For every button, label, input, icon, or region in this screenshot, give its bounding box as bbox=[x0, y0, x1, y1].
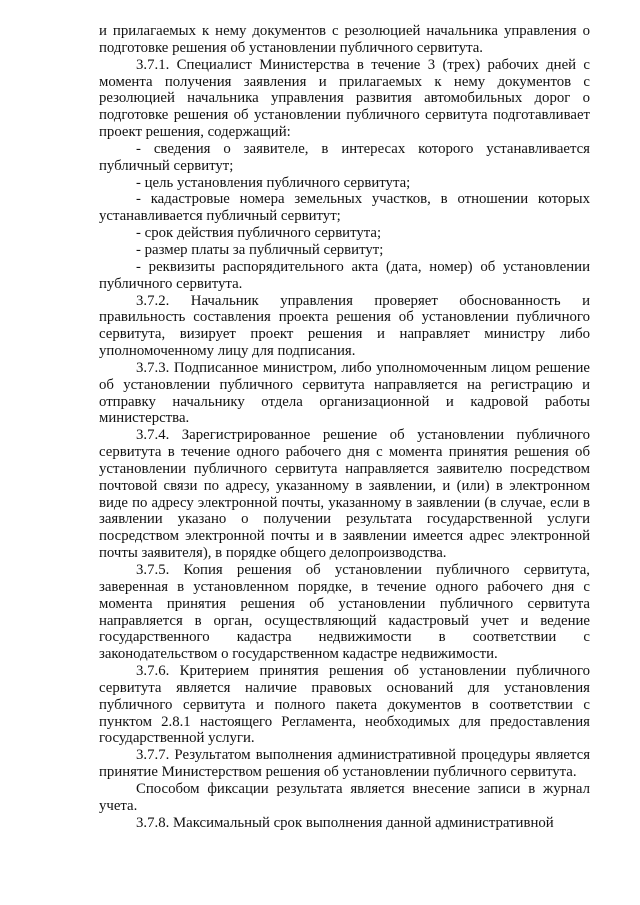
list-item-act-details: - реквизиты распорядительного акта (дата, номер) об установлении публичного сервитута. bbox=[99, 258, 590, 292]
paragraph-3-7-6: 3.7.6. Критерием принятия решения об установлении публичного сервитута является наличие правовых оснований для установления публичного сервитута и полного пакета документов в соответствии с пунктом 2.8.1 настоящего Регламента, необходимых для предоставления государственной услуги. bbox=[99, 663, 590, 747]
paragraph-fixation-method: Способом фиксации результата является внесение записи в журнал учета. bbox=[99, 780, 590, 814]
paragraph-3-7-3: 3.7.3. Подписанное министром, либо уполномоченным лицом решение об установлении публичного сервитута направляется на регистрацию и отправку начальнику отдела организационной и кадровой работы министерства. bbox=[99, 359, 590, 427]
paragraph-3-7-8: 3.7.8. Максимальный срок выполнения данной административной bbox=[136, 814, 554, 831]
list-item-applicant-info: - сведения о заявителе, в интересах которого устанавливается публичный сервитут; bbox=[99, 140, 590, 174]
paragraph-3-7-7: 3.7.7. Результатом выполнения административной процедуры является принятие Министерством решения об установлении публичного сервитута. bbox=[99, 747, 590, 781]
paragraph-3-7-2: 3.7.2. Начальник управления проверяет обоснованность и правильность составления проекта решения об установлении публичного сервитута, визирует проект решения и направляет министру либо уполномоченному лицу для подписания. bbox=[99, 292, 590, 360]
document-body bbox=[99, 23, 590, 832]
paragraph-3-7-4: 3.7.4. Зарегистрированное решение об установлении публичного сервитута в течение одного рабочего дня с момента принятия решения об установлении публичного сервитута направляется заявителю посредством почтовой связи по адресу, указанному в заявлении, и (или) в электронном виде по адресу электронной почты, указанному в заявлении (в случае, если в заявлении указано о получении результата государственной услуги посредством электронной почты и в заявлении имеется адрес электронной почты заявителя), в порядке общего делопроизводства. bbox=[99, 427, 590, 562]
paragraph-continuation: и прилагаемых к нему документов с резолюцией начальника управления о подготовке решения об установлении публичного сервитута. bbox=[99, 23, 590, 56]
list-item-cadastral-numbers: - кадастровые номера земельных участков, в отношении которых устанавливается публичный сервитут; bbox=[99, 191, 590, 225]
paragraph-3-7-1: 3.7.1. Специалист Министерства в течение 3 (трех) рабочих дней с момента получения заявления и прилагаемых к нему документов с резолюцией начальника управления развития автомобильных дорог о подготовке решения об установлении публичного сервитута подготавливает проект решения, содержащий: bbox=[99, 56, 590, 141]
list-item-purpose: - цель установления публичного сервитута; bbox=[136, 174, 411, 191]
list-item-fee: - размер платы за публичный сервитут; bbox=[136, 241, 384, 258]
list-item-term: - срок действия публичного сервитута; bbox=[136, 225, 382, 242]
paragraph-3-7-5: 3.7.5. Копия решения об установлении публичного сервитута, заверенная в установленном порядке, в течение одного рабочего дня с момента принятия решения об установлении публичного сервитута направляется в орган, осуществляющий кадастровый учет и ведение государственного кадастра недвижимости в соответствии с законодательством о государственном кадастре недвижимости. bbox=[99, 562, 590, 663]
